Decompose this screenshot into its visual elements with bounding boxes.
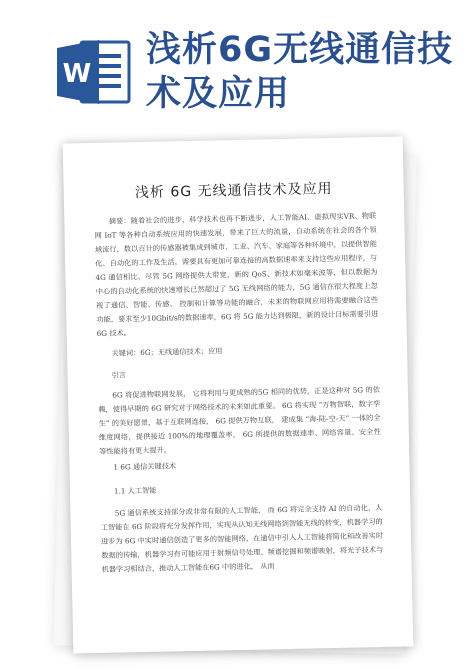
word-icon (55, 38, 133, 106)
section-heading-1: 1 6G 通信关键技术 (113, 461, 177, 472)
section-heading-1-1: 1.1 人工智能 (113, 485, 157, 496)
banner-title: 浅析6G无线通信技术及应用 (146, 30, 454, 114)
intro-heading: 引言 (111, 370, 127, 380)
document-page (63, 136, 414, 653)
ai-paragraph: 5G 通信系统支持部分或非常有限的人工智能， 而 6G 将完全支持 AI 的自动化，人工智能在 6G 阶段将充分发挥作用，实现从认知无线网络到智能无线的转变，机器学习的进步为 6G 中实时通信创造了更多的智能网络，在通信中引入人工智能将简化和改善实时数据的传输，机器学习有可能应用于射频信号处理、频谱挖掘和频谱映射，将光子技术与机器学习相结合，推动人工智能在6G 中的进化， 从而 (100, 503, 384, 574)
intro-paragraph: 6G 将促进物联网发展， 它将利用与更成熟的5G 相同的优势，正是这种对 5G 的依赖，使得早期的 6G 研究对于网络技术的未来如此重要。 6G 将实现 “万物智联，数字孪生” 的美好愿景，基于互联网连接， 6G 提供万物互联， 建成集 “海-陆-空-天” 一体的全维度网络，提供接近 100%的地理覆盖率， 6G 所提供的数据速率、网络容量、安全性等性能将有更大提升。 (98, 385, 381, 456)
abstract-paragraph: 摘要：随着社会的进步，科学技术也再不断进步，人工智能AI、虚拟现实VR、物联网 IoT 等各种自动系统应用的快速发展，带来了巨大的流量，自动系统在社会的各个领域流行，数以百计的传感器被集成到城市、工业、汽车、家庭等各种环境中，以提供智能化、自动化的工作及生活，需要具有更加可靠连接的高数据速率来支持这些应用程序，与4G 通信相比，尽管 5G 网络提供大带宽、新的 QoS、新技术如毫米波等，但以数据为中心的自动化系统的快速增长已然超过了 5G 无线网络的能力，5G 通信在很大程度上忽视了通信、智能、传感、 控制和计算等功能的融合，未来的物联网应用将需要融合这些功能，要求至少10Gbit/s的数据速率，6G 将 5G 能力达到极限，新的设计目标需要引进6G 技术。 (94, 211, 379, 338)
word-icon-letter: W (62, 59, 92, 89)
keywords-line: 关键词：6G；无线通信技术；应用 (111, 346, 223, 358)
banner (0, 0, 474, 130)
document-title: 浅析 6G 无线通信技术及应用 (134, 180, 333, 202)
